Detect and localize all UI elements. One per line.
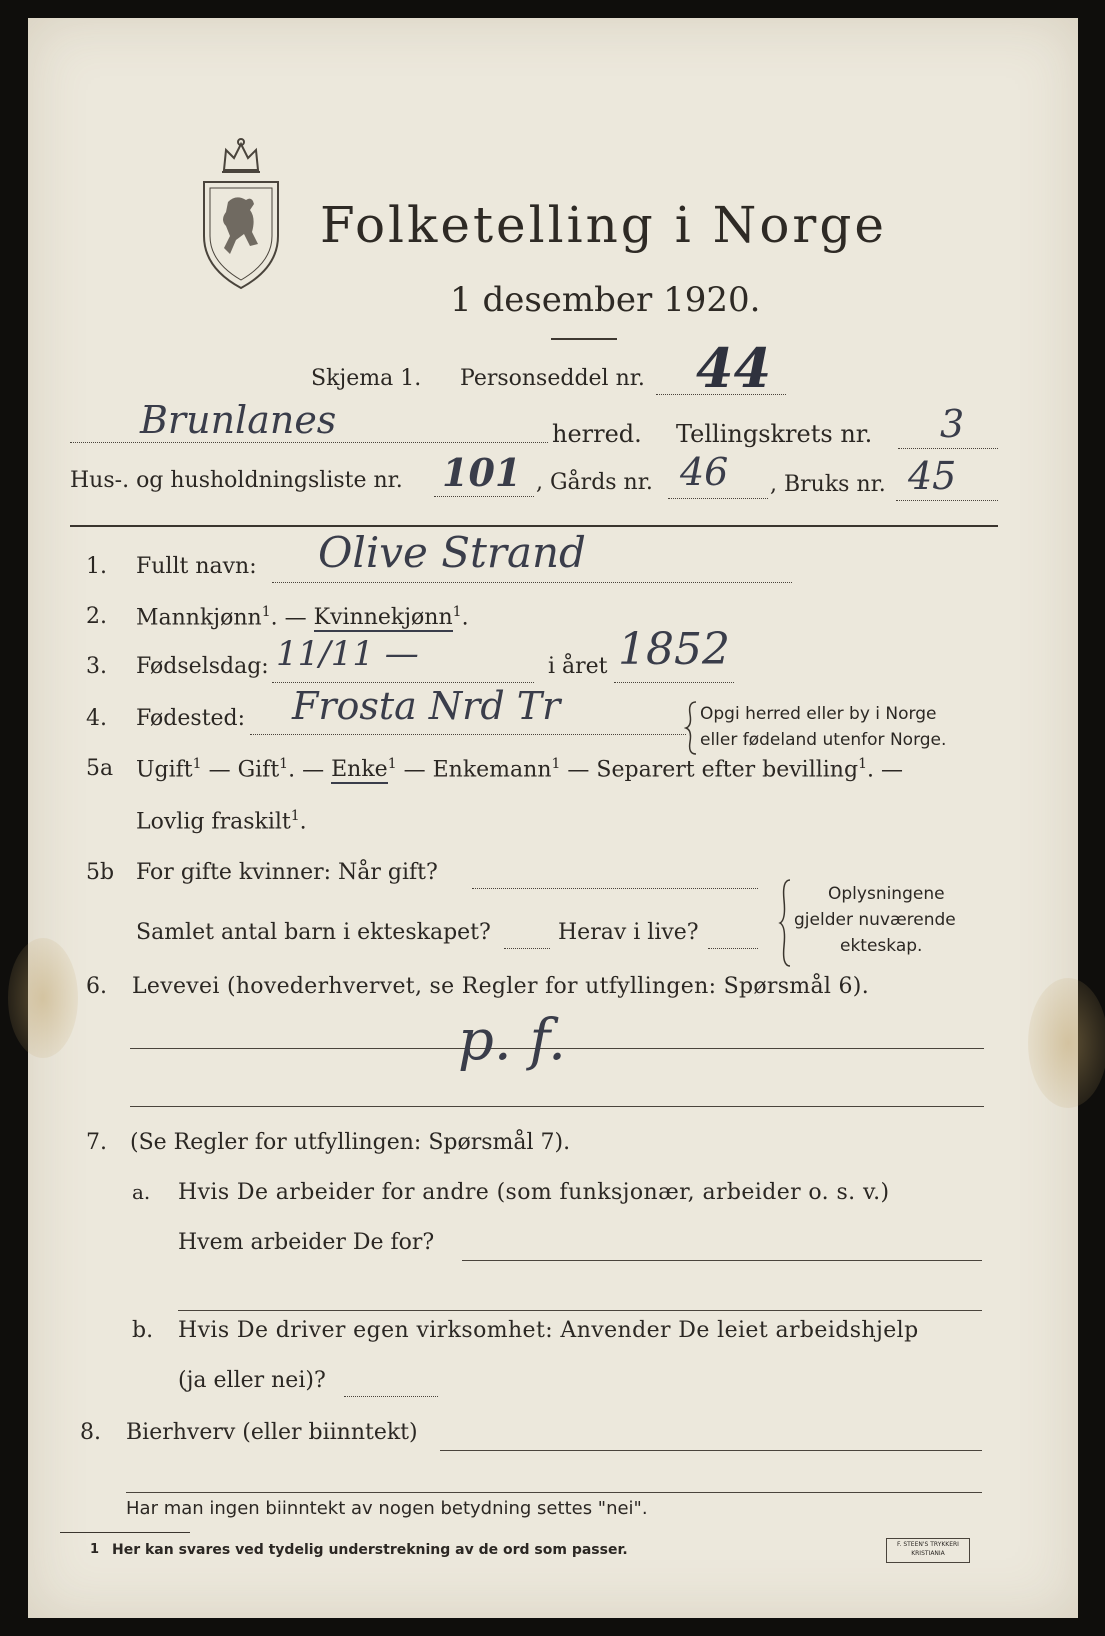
q5a-gift-option[interactable]: — Gift <box>208 757 280 783</box>
q6-label: Levevei (hovederhvervet, se Regler for utfyllingen: Spørsmål 6). <box>132 974 869 999</box>
printer-stamp-line-1: F. STEEN'S TRYKKERI <box>897 1541 959 1548</box>
q5a-fraskilt-option[interactable]: Lovlig fraskilt <box>136 809 291 835</box>
hus-line <box>434 496 534 497</box>
q6-line-2 <box>130 1106 984 1107</box>
herred-label: herred. <box>552 420 642 448</box>
q2-male-sup: 1 <box>261 604 271 620</box>
q7a-line-1 <box>462 1260 982 1261</box>
gards-line <box>668 498 768 499</box>
q8-number: 8. <box>80 1420 101 1445</box>
q3-label: Fødselsdag: <box>136 654 269 679</box>
coat-of-arms-icon <box>196 136 286 292</box>
q7-number: 7. <box>86 1130 107 1155</box>
hus-label: Hus-. og husholdningsliste nr. <box>70 468 403 493</box>
q5b-line-1 <box>472 888 758 889</box>
q4-line <box>250 734 686 735</box>
krets-value[interactable]: 3 <box>940 402 965 446</box>
q2-end: . <box>461 605 469 631</box>
q1-line <box>272 582 792 583</box>
q5b-number: 5b <box>86 860 115 885</box>
q3-value[interactable]: 11/11 — <box>276 634 419 674</box>
q1-number: 1. <box>86 554 107 579</box>
q5a-gift-sup: 1 <box>279 756 289 772</box>
q5a-fraskilt-dot: . <box>299 809 307 835</box>
q2-male-option[interactable]: Mannkjønn <box>136 605 262 631</box>
q5a-ugift-option[interactable]: Ugift <box>136 757 193 783</box>
q5a-separert-sup: 1 <box>858 756 867 772</box>
q5a-dash: . — <box>288 757 325 783</box>
q5a-options <box>136 756 903 782</box>
stain-right <box>1028 978 1105 1108</box>
herred-value[interactable]: Brunlanes <box>140 398 337 442</box>
q5a-line2 <box>136 808 307 834</box>
q8-note: Har man ingen biinntekt av nogen betydning settes "nei". <box>126 1498 648 1519</box>
q5a-enkemann-option[interactable]: — Enkemann <box>403 757 552 783</box>
footnote-mark: 1 <box>90 1542 100 1557</box>
q2-number: 2. <box>86 604 107 629</box>
bruks-line <box>896 500 998 501</box>
q4-note-1: Opgi herred eller by i Norge <box>700 704 937 724</box>
q4-value[interactable]: Frosta Nrd Tr <box>292 684 561 728</box>
q4-label: Fødested: <box>136 706 246 731</box>
gards-value[interactable]: 46 <box>680 450 729 494</box>
q7a-label-1: Hvis De arbeider for andre (som funksjonær, arbeider o. s. v.) <box>178 1180 890 1205</box>
q7b-line <box>344 1396 438 1397</box>
q5a-enkemann-sup: 1 <box>551 756 561 772</box>
q7-label: (Se Regler for utfyllingen: Spørsmål 7). <box>130 1130 571 1155</box>
q5b-label-3: Herav i live? <box>558 920 699 945</box>
q8-line-1 <box>440 1450 982 1451</box>
q5b-note-2: gjelder nuværende <box>794 910 956 930</box>
q7b-label-1: Hvis De driver egen virksomhet: Anvender De leiet arbeidshjelp <box>178 1318 919 1343</box>
q3-year-value[interactable]: 1852 <box>618 624 730 675</box>
form-date: 1 desember 1920. <box>450 280 761 320</box>
q5b-label-1: For gifte kvinner: Når gift? <box>136 860 438 885</box>
q7a-line-2 <box>178 1310 982 1311</box>
q5a-fraskilt-sup: 1 <box>290 808 300 824</box>
printer-stamp-line-2: KRISTIANIA <box>911 1550 945 1557</box>
q7b-label-2: (ja eller nei)? <box>178 1368 326 1393</box>
krets-label: Tellingskrets nr. <box>676 420 873 448</box>
person-label: Personseddel nr. <box>460 366 645 391</box>
q4-brace-icon <box>684 700 698 756</box>
bruks-value[interactable]: 45 <box>908 454 957 498</box>
q5a-dash-end: . — <box>866 757 903 783</box>
q8-label: Bierhverv (eller biinntekt) <box>126 1420 418 1445</box>
q5b-note-1: Oplysningene <box>828 884 945 904</box>
q5b-brace-icon <box>778 878 792 968</box>
q6-number: 6. <box>86 974 107 999</box>
header-divider <box>70 525 998 527</box>
q5a-separert-option[interactable]: — Separert efter bevilling <box>567 757 859 783</box>
q5b-note-3: ekteskap. <box>840 936 923 956</box>
q4-note-2: eller fødeland utenfor Norge. <box>700 730 947 750</box>
q5a-enke-option[interactable]: Enke <box>331 757 388 783</box>
q5b-line-2 <box>504 948 550 949</box>
q5b-line-3 <box>708 948 758 949</box>
hus-value[interactable]: 101 <box>442 450 522 495</box>
printer-stamp <box>886 1538 970 1563</box>
title-ornament <box>551 338 617 340</box>
krets-line <box>898 448 998 449</box>
q3-year-line <box>614 682 734 683</box>
form-title: Folketelling i Norge <box>320 196 887 254</box>
footnote-text: Her kan svares ved tydelig understrekning av de ord som passer. <box>112 1542 628 1558</box>
schema-label: Skjema 1. <box>311 366 422 391</box>
q5a-number: 5a <box>86 756 114 781</box>
q2-sep: . — <box>270 605 307 631</box>
q2-female-option[interactable]: Kvinnekjønn <box>313 605 453 631</box>
q5b-label-2: Samlet antal barn i ekteskapet? <box>136 920 491 945</box>
bruks-label: , Bruks nr. <box>770 472 886 497</box>
gards-label: , Gårds nr. <box>536 470 653 495</box>
q8-line-2 <box>126 1492 982 1493</box>
q5a-ugift-sup: 1 <box>192 756 202 772</box>
herred-line <box>70 442 548 443</box>
q6-value[interactable]: p. f. <box>458 1008 566 1073</box>
person-value[interactable]: 44 <box>696 336 772 400</box>
q3-number: 3. <box>86 654 107 679</box>
q2-options <box>136 604 469 630</box>
q1-value[interactable]: Olive Strand <box>318 528 586 577</box>
q3-line <box>272 682 534 683</box>
census-form-paper <box>28 18 1078 1618</box>
stain-left <box>8 938 78 1058</box>
q4-number: 4. <box>86 706 107 731</box>
q7a-number: a. <box>132 1180 151 1204</box>
q5a-enke-sup: 1 <box>387 756 397 772</box>
q1-label: Fullt navn: <box>136 554 257 579</box>
footnote-divider <box>60 1532 190 1533</box>
q2-female-sup: 1 <box>452 604 462 620</box>
q3-year-label: i året <box>548 654 608 679</box>
q7b-number: b. <box>132 1318 154 1343</box>
q7a-label-2: Hvem arbeider De for? <box>178 1230 435 1255</box>
